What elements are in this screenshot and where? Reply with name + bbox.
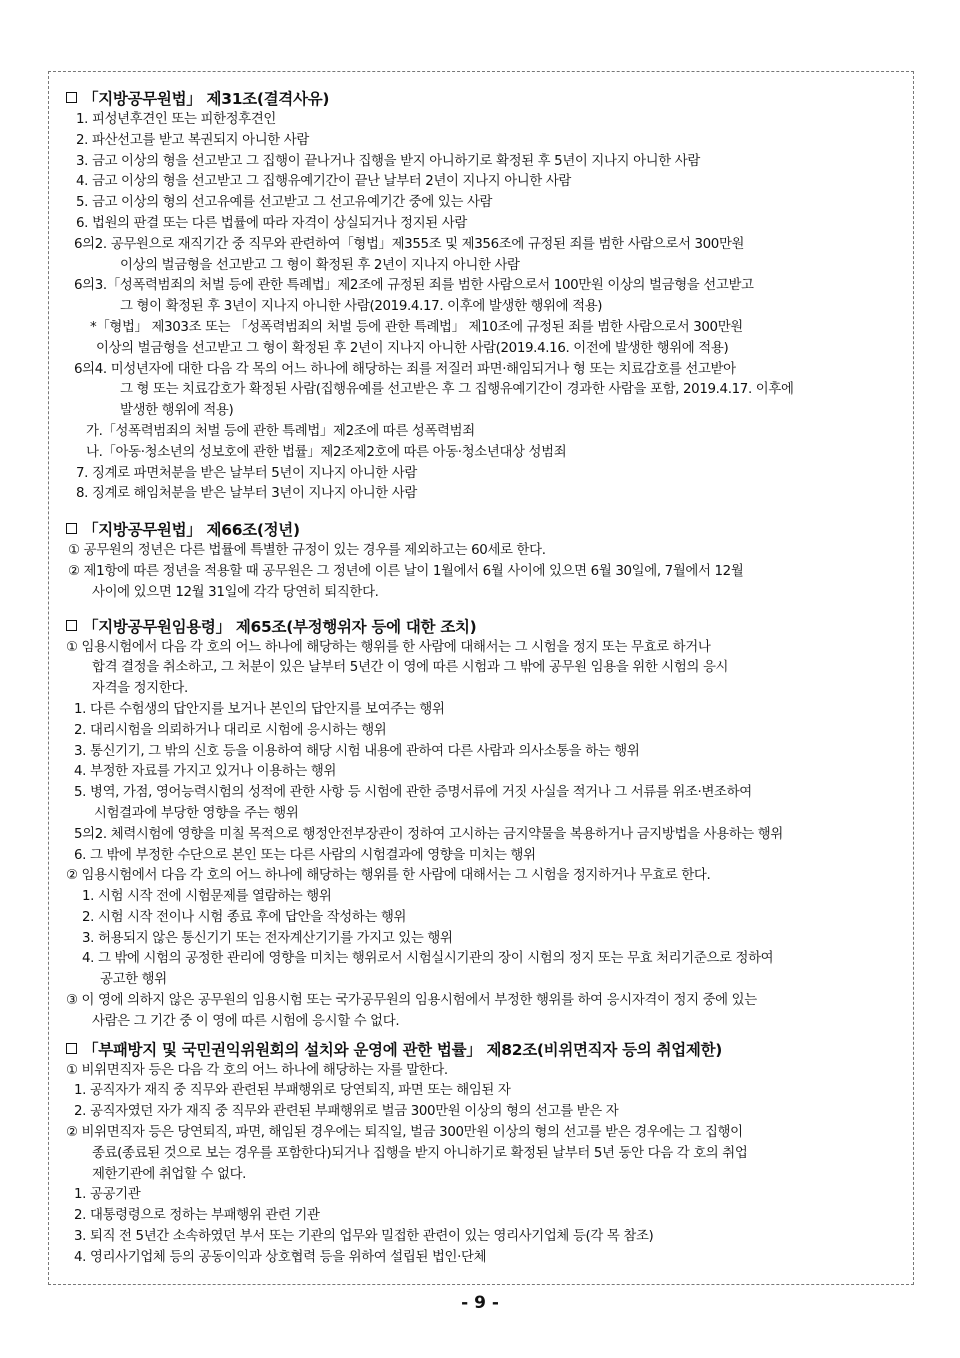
law-section — [58, 88, 908, 505]
clause-line: 사이에 있으면 12월 31일에 각각 당연히 퇴직한다. — [92, 584, 379, 600]
clause-line: 이상의 벌금형을 선고받고 그 형이 확정된 후 2년이 지나지 아니한 사람 — [120, 257, 520, 273]
section-heading-text: 「지방공무원법」 제66조(정년) — [83, 521, 300, 540]
clause-line: 1. 공직자가 재직 중 직무와 관련된 부패행위로 당연퇴직, 파면 또는 해임된 자 — [74, 1083, 511, 1099]
clause-line: 이상의 벌금형을 선고받고 그 형이 확정된 후 2년이 지나지 아니한 사람(2019.4.16. 이전에 발생한 행위에 적용) — [96, 340, 729, 356]
clause-line: 1. 다른 수험생의 답안지를 보거나 본인의 답안지를 보여주는 행위 — [74, 701, 445, 717]
clause-line: 6. 그 밖에 부정한 수단으로 본인 또는 다른 사람의 시험결과에 영향을 미치는 행위 — [74, 847, 536, 863]
law-section — [58, 616, 908, 1033]
document-body — [58, 88, 908, 1269]
clause-line: 3. 허용되지 않은 통신기기 또는 전자계산기기를 가지고 있는 행위 — [82, 930, 453, 946]
section-spacer — [58, 604, 908, 616]
clause-line: 2. 대통령령으로 정하는 부패행위 관련 기관 — [74, 1208, 320, 1224]
law-section — [58, 1039, 908, 1269]
clause-line: 자격을 정지한다. — [92, 681, 188, 697]
clause-line: 4. 영리사기업체 등의 공동이익과 상호협력 등을 위하여 설립된 법인·단체 — [74, 1249, 487, 1265]
clause-line: 공고한 행위 — [100, 972, 167, 988]
clause-line: ③ 이 영에 의하지 않은 공무원의 임용시험 또는 국가공무원의 임용시험에서 부정한 행위를 하여 응시자격이 정지 중에 있는 — [66, 993, 757, 1009]
section-heading — [58, 616, 908, 638]
clause-line: 4. 그 밖에 시험의 공정한 관리에 영향을 미치는 행위로서 시험실시기관의 장이 시험의 정지 또는 무효 처리기준으로 정하여 — [82, 951, 774, 967]
section-spacer — [58, 505, 908, 519]
clause-line: 8. 징계로 해임처분을 받은 날부터 3년이 지나지 아니한 사람 — [76, 486, 417, 502]
clause-line: 5. 금고 이상의 형의 선고유예를 선고받고 그 선고유예기간 중에 있는 사람 — [76, 195, 493, 211]
clause-line: 1. 시험 시작 전에 시험문제를 열람하는 행위 — [82, 889, 332, 905]
clause-line: ① 비위면직자 등은 다음 각 호의 어느 하나에 해당하는 자를 말한다. — [66, 1062, 448, 1078]
clause-line: 6의3.「성폭력범죄의 처벌 등에 관한 특례법」제2조에 규정된 죄를 범한 사람으로서 100만원 이상의 벌금형을 선고받고 — [74, 278, 754, 294]
clause-line: 3. 퇴직 전 5년간 소속하였던 부서 또는 기관의 업무와 밀접한 관련이 있는 영리사기업체 등(각 목 참조) — [74, 1229, 654, 1245]
clause-line: 7. 징계로 파면처분을 받은 날부터 5년이 지나지 아니한 사람 — [76, 465, 417, 481]
square-bullet-icon — [66, 620, 77, 631]
section-heading-text: 「부패방지 및 국민권익위원회의 설치와 운영에 관한 법률」 제82조(비위면직자 등의 취업제한) — [83, 1040, 723, 1059]
section-heading — [58, 1039, 908, 1061]
section-heading-text: 「지방공무원법」 제31조(결격사유) — [83, 90, 330, 108]
clause-line: 6. 법원의 판결 또는 다른 법률에 따라 자격이 상실되거나 정지된 사람 — [76, 215, 467, 231]
section-heading-text: 「지방공무원임용령」 제65조(부정행위자 등에 대한 조치) — [83, 617, 477, 636]
clause-line: 6의4. 미성년자에 대한 다음 각 목의 어느 하나에 해당하는 죄를 저질러 파면·해임되거나 형 또는 치료감호를 선고받아 — [74, 361, 736, 377]
clause-line: 5. 병역, 가점, 영어능력시험의 성적에 관한 사항 등 시험에 관한 증명서류에 거짓 사실을 적거나 그 서류를 위조·변조하여 — [74, 785, 752, 801]
square-bullet-icon — [66, 92, 77, 103]
clause-line: 종료(종료된 것으로 보는 경우를 포함한다)되거나 집행을 받지 아니하기로 확정된 날부터 5년 동안 다음 각 호의 취업 — [92, 1145, 748, 1161]
clause-line: 제한기관에 취업할 수 없다. — [92, 1166, 247, 1182]
clause-line: 그 형 또는 치료감호가 확정된 사람(집행유예를 선고받은 후 그 집행유예기간이 경과한 사람을 포함, 2019.4.17. 이후에 — [120, 382, 794, 398]
clause-line: 그 형이 확정된 후 3년이 지나지 아니한 사람(2019.4.17. 이후에 발생한 행위에 적용) — [120, 299, 603, 315]
clause-line: 3. 통신기기, 그 밖의 신호 등을 이용하여 해당 시험 내용에 관하여 다른 사람과 의사소통을 하는 행위 — [74, 743, 640, 759]
clause-line: 4. 부정한 자료를 가지고 있거나 이용하는 행위 — [74, 764, 337, 780]
section-heading — [58, 88, 908, 110]
clause-line: 4. 금고 이상의 형을 선고받고 그 집행유예기간이 끝난 날부터 2년이 지나지 아니한 사람 — [76, 174, 572, 190]
clause-line: ② 비위면직자 등은 당연퇴직, 파면, 해임된 경우에는 퇴직일, 벌금 300만원 이상의 형의 선고를 받은 경우에는 그 집행이 — [66, 1125, 743, 1141]
square-bullet-icon — [66, 1043, 77, 1054]
clause-line: 나.「아동·청소년의 성보호에 관한 법률」제2조제2호에 따른 아동·청소년대상 성범죄 — [86, 444, 567, 460]
clause-line: *「형법」 제303조 또는 「성폭력범죄의 처벌 등에 관한 특례법」 제10조에 규정된 죄를 범한 사람으로서 300만원 — [90, 319, 743, 335]
clause-line: 6의2. 공무원으로 재직기간 중 직무와 관련하여「형법」제355조 및 제356조에 규정된 죄를 범한 사람으로서 300만원 — [74, 236, 745, 252]
clause-line: 2. 파산선고를 받고 복권되지 아니한 사람 — [76, 132, 309, 148]
clause-line: ① 임용시험에서 다음 각 호의 어느 하나에 해당하는 행위를 한 사람에 대해서는 그 시험을 정지 또는 무효로 하거나 — [66, 639, 711, 655]
clause-line: ① 공무원의 정년은 다른 법률에 특별한 규정이 있는 경우를 제외하고는 60세로 한다. — [68, 543, 546, 559]
clause-line: ② 제1항에 따른 정년을 적용할 때 공무원은 그 정년에 이른 날이 1월에서 6월 사이에 있으면 6월 30일에, 7월에서 12월 — [68, 563, 744, 579]
clause-line: 시험결과에 부당한 영향을 주는 행위 — [94, 805, 299, 821]
clause-line: 3. 금고 이상의 형을 선고받고 그 집행이 끝나거나 집행을 받지 아니하기로 확정된 후 5년이 지나지 아니한 사람 — [76, 153, 700, 169]
section-heading — [58, 519, 908, 541]
clause-line: 2. 시험 시작 전이나 시험 종료 후에 답안을 작성하는 행위 — [82, 909, 407, 925]
clause-line: 5의2. 체력시험에 영향을 미칠 목적으로 행정안전부장관이 정하여 고시하는 금지약물을 복용하거나 금지방법을 사용하는 행위 — [74, 826, 783, 842]
law-section — [58, 519, 908, 603]
clause-line: 1. 피성년후견인 또는 피한정후견인 — [76, 112, 276, 127]
clause-line: 사람은 그 기간 중 이 영에 따른 시험에 응시할 수 없다. — [92, 1013, 400, 1029]
clause-line: ② 임용시험에서 다음 각 호의 어느 하나에 해당하는 행위를 한 사람에 대해서는 그 시험을 정지하거나 무효로 한다. — [66, 868, 711, 884]
page-number: - 9 - — [461, 1293, 499, 1313]
clause-line: 발생한 행위에 적용) — [120, 403, 234, 419]
clause-line: 가.「성폭력범죄의 처벌 등에 관한 특례법」제2조에 따른 성폭력범죄 — [86, 423, 475, 439]
square-bullet-icon — [66, 523, 77, 534]
clause-line: 1. 공공기관 — [74, 1187, 141, 1203]
clause-line: 2. 대리시험을 의뢰하거나 대리로 시험에 응시하는 행위 — [74, 722, 387, 738]
clause-line: 2. 공직자였던 자가 재직 중 직무와 관련된 부패행위로 벌금 300만원 이상의 형의 선고를 받은 자 — [74, 1104, 619, 1120]
clause-line: 합격 결정을 취소하고, 그 처분이 있은 날부터 5년간 이 영에 따른 시험과 그 밖에 공무원 임용을 위한 시험의 응시 — [92, 660, 729, 676]
